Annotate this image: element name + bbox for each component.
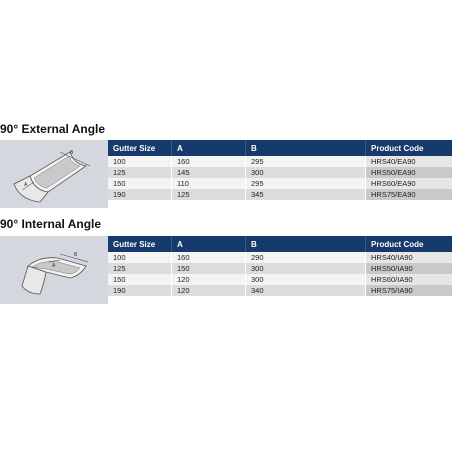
table-row bbox=[108, 167, 452, 178]
a-cell: 120 bbox=[172, 285, 246, 296]
a-cell: 110 bbox=[172, 178, 246, 189]
dimension-a-label: A bbox=[24, 182, 28, 188]
external-angle-gutter-illustration bbox=[0, 140, 108, 208]
header-gutter-size: Gutter Size bbox=[108, 140, 172, 156]
b-cell: 300 bbox=[246, 167, 366, 178]
table-row bbox=[108, 285, 452, 296]
table-header bbox=[108, 140, 452, 156]
dimension-b-label: B bbox=[74, 252, 78, 258]
gutter-size-cell: 100 bbox=[108, 252, 172, 263]
b-cell: 290 bbox=[246, 252, 366, 263]
product-code-cell: HRS50/EA90 bbox=[366, 167, 452, 178]
b-cell: 295 bbox=[246, 156, 366, 167]
header-a: A bbox=[172, 236, 246, 252]
table-header bbox=[108, 236, 452, 252]
gutter-size-cell: 125 bbox=[108, 167, 172, 178]
dimension-b-label: B bbox=[70, 150, 74, 156]
header-gutter-size: Gutter Size bbox=[108, 236, 172, 252]
b-cell: 300 bbox=[246, 274, 366, 285]
table-row bbox=[108, 156, 452, 167]
a-cell: 145 bbox=[172, 167, 246, 178]
b-cell: 295 bbox=[246, 178, 366, 189]
header-b: B bbox=[246, 140, 366, 156]
header-product-code: Product Code bbox=[371, 143, 424, 153]
internal-angle-title: 90° Internal Angle bbox=[0, 217, 102, 231]
table-row bbox=[108, 274, 452, 285]
external-angle-table bbox=[108, 140, 452, 200]
header-product-code: Product Code bbox=[371, 239, 424, 249]
a-cell: 160 bbox=[172, 156, 246, 167]
product-code-cell: HRS60/EA90 bbox=[366, 178, 452, 189]
a-cell: 120 bbox=[172, 274, 246, 285]
table-row bbox=[108, 189, 452, 200]
internal-angle-gutter-illustration bbox=[0, 236, 108, 304]
product-code-cell: HRS75/EA90 bbox=[366, 189, 452, 200]
b-cell: 345 bbox=[246, 189, 366, 200]
b-cell: 300 bbox=[246, 263, 366, 274]
gutter-size-cell: 190 bbox=[108, 189, 172, 200]
a-cell: 125 bbox=[172, 189, 246, 200]
internal-angle-diagram bbox=[0, 236, 108, 304]
gutter-size-cell: 150 bbox=[108, 178, 172, 189]
header-b: B bbox=[246, 236, 366, 252]
product-code-cell: HRS40/EA90 bbox=[366, 156, 452, 167]
table-row bbox=[108, 263, 452, 274]
table-row bbox=[108, 252, 452, 263]
product-code-cell: HRS40/IA90 bbox=[366, 252, 452, 263]
gutter-size-cell: 125 bbox=[108, 263, 172, 274]
internal-angle-table bbox=[108, 236, 452, 296]
table-row bbox=[108, 178, 452, 189]
product-code-cell: HRS50/IA90 bbox=[366, 263, 452, 274]
product-code-cell: HRS75/IA90 bbox=[366, 285, 452, 296]
a-cell: 160 bbox=[172, 252, 246, 263]
product-code-cell: HRS60/IA90 bbox=[366, 274, 452, 285]
header-a: A bbox=[172, 140, 246, 156]
external-angle-title: 90° External Angle bbox=[0, 122, 106, 136]
external-angle-diagram bbox=[0, 140, 108, 208]
gutter-size-cell: 100 bbox=[108, 156, 172, 167]
gutter-size-cell: 190 bbox=[108, 285, 172, 296]
gutter-size-cell: 150 bbox=[108, 274, 172, 285]
dimension-a-label: A bbox=[52, 263, 56, 269]
a-cell: 150 bbox=[172, 263, 246, 274]
b-cell: 340 bbox=[246, 285, 366, 296]
